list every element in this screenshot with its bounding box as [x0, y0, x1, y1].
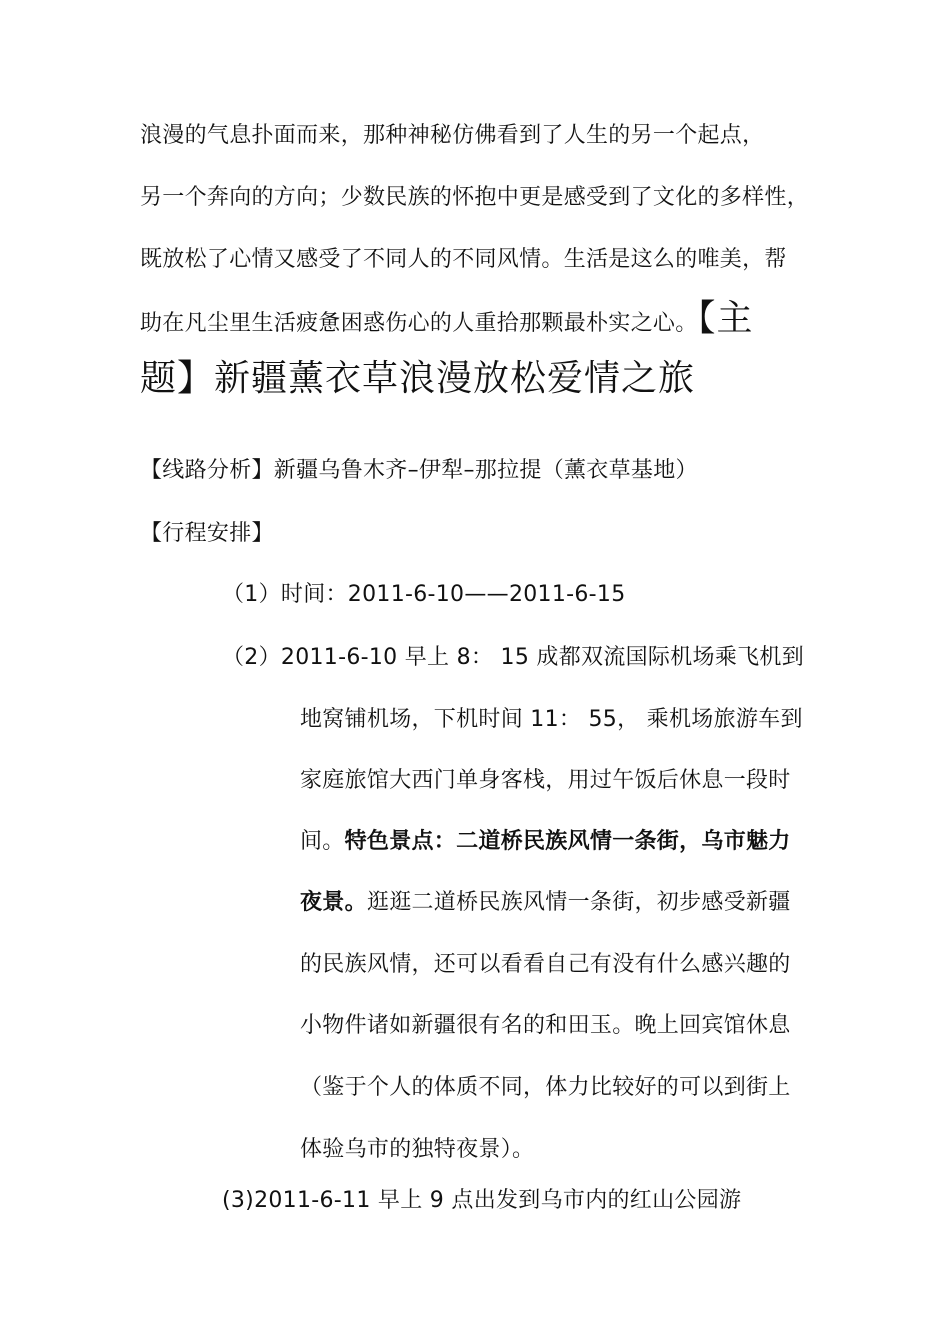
- schedule-item-2-line-9: 体验乌市的独特夜景）。: [300, 1137, 535, 1162]
- schedule-item-2-line-7: 小物件诸如新疆很有名的和田玉。晚上回宾馆休息: [300, 1013, 791, 1038]
- schedule-item-3: (3)2011-6-11 早上 9 点出发到乌市内的红山公园游: [222, 1188, 742, 1213]
- theme-bracket-open: 【主: [697, 298, 754, 339]
- intro-line-4-text: 助在凡尘里生活疲惫困惑伤心的人重拾那颗最朴实之心。: [140, 311, 698, 336]
- route-analysis: 【线路分析】新疆乌鲁木齐–伊犁–那拉提（薰衣草基地）: [140, 458, 698, 483]
- schedule-item-2-line-4: [300, 827, 791, 857]
- intro-line-1: 浪漫的气息扑面而来，那种神秘仿佛看到了人生的另一个起点，: [140, 123, 765, 148]
- featured-attractions-end: 夜景。: [300, 890, 367, 915]
- schedule-item-1: （1）时间：2011-6-10——2011-6-15: [222, 582, 626, 607]
- schedule-item-2-line-5: [300, 888, 791, 918]
- schedule-item-2-line-3: 家庭旅馆大西门单身客栈，用过午饭后休息一段时: [300, 768, 791, 793]
- line-5-plain: 逛逛二道桥民族风情一条街，初步感受新疆: [366, 890, 791, 915]
- schedule-item-2-line-8: （鉴于个人的体质不同，体力比较好的可以到街上: [300, 1075, 791, 1100]
- theme-title: 题】新疆薰衣草浪漫放松爱情之旅: [140, 358, 696, 399]
- featured-attractions: 特色景点：二道桥民族风情一条街，乌市魅力: [344, 829, 791, 854]
- intro-line-4: [140, 298, 754, 339]
- line-4-plain: 间。: [300, 829, 345, 854]
- schedule-heading: 【行程安排】: [140, 521, 274, 546]
- intro-line-2: 另一个奔向的方向；少数民族的怀抱中更是感受到了文化的多样性，: [140, 185, 810, 210]
- intro-line-3: 既放松了心情又感受了不同人的不同风情。生活是这么的唯美，帮: [140, 247, 787, 272]
- schedule-item-2-line-6: 的民族风情，还可以看看自己有没有什么感兴趣的: [300, 952, 791, 977]
- schedule-item-2-line-1: （2）2011-6-10 早上 8： 15 成都双流国际机场乘飞机到: [222, 645, 805, 670]
- schedule-item-2-line-2: 地窝铺机场，下机时间 11： 55， 乘机场旅游车到: [300, 707, 803, 732]
